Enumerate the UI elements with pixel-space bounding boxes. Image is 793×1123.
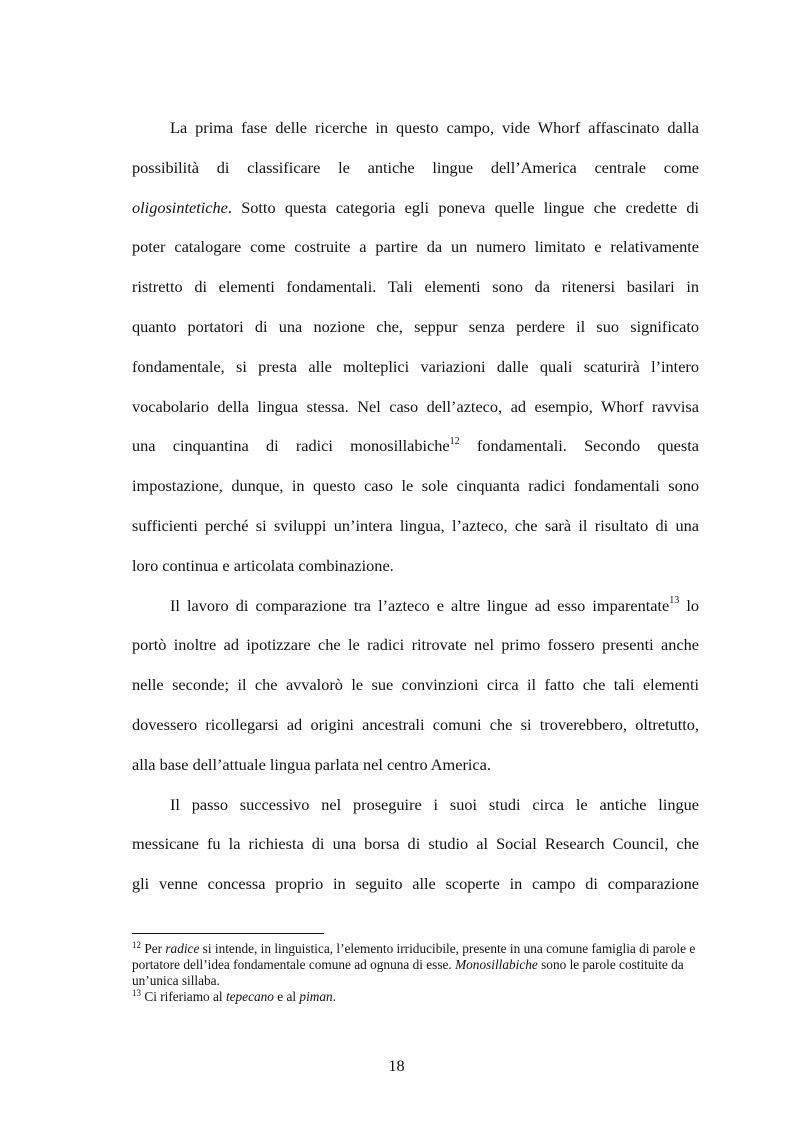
footnote-ref-13[interactable]: 13 <box>669 595 680 607</box>
text-line: alla base dell’attuale lingua parlata nel centro America. <box>132 754 491 774</box>
footnote-text: Ci riferiamo al <box>141 989 226 1004</box>
footnote-number: 13 <box>132 987 141 998</box>
footnote-13 <box>132 989 699 1005</box>
text-line: vocabolario della lingua stessa. Nel caso dell’azteco, ad esempio, Whorf ravvisa <box>132 396 699 416</box>
text-line: fondamentale, si presta alle molteplici variazioni dalle quali scaturirà l’intero <box>132 356 699 376</box>
footnote-12 <box>132 941 699 989</box>
text-line: La prima fase delle ricerche in questo campo, vide Whorf affascinato dalla <box>170 118 699 137</box>
footnote-separator <box>132 933 324 934</box>
paragraph-1 <box>132 108 699 586</box>
text-span: . Sotto questa categoria egli poneva quelle lingue che credette di <box>227 197 699 217</box>
footnote-text: sono le parole costituite da un’unica sillaba. <box>132 957 684 988</box>
text-line: gli venne concessa proprio in seguito alle scoperte in campo di comparazione <box>132 874 699 894</box>
text-line <box>132 586 699 626</box>
footnotes <box>132 941 699 1005</box>
text-line: Il passo successivo nel proseguire i suoi studi circa le antiche lingue <box>170 794 699 814</box>
text-line: loro continua e articolata combinazione. <box>132 555 394 575</box>
text-line: possibilità di classificare le antiche lingue dell’America centrale come <box>132 157 699 177</box>
page-number: 18 <box>388 1056 405 1075</box>
footnote-text: e al <box>273 989 300 1004</box>
text-line <box>132 426 699 466</box>
paragraph-2 <box>132 586 699 785</box>
paragraph-3 <box>132 785 699 904</box>
italic-term: oligosintetiche <box>132 197 228 217</box>
footnote-text: . <box>332 989 336 1004</box>
text-line: sufficienti perché si sviluppi un’intera lingua, l’azteco, che sarà il risultato di una <box>132 515 699 535</box>
footnote-ref-12[interactable]: 12 <box>449 435 460 447</box>
text-line: ristretto di elementi fondamentali. Tali elementi sono da ritenersi basilari in <box>132 277 699 297</box>
text-line: messicane fu la richiesta di una borsa di studio al Social Research Council, che <box>132 834 699 854</box>
text-line <box>132 188 699 228</box>
text-line: nelle seconde; il che avvalorò le sue convinzioni circa il fatto che tali elementi <box>132 675 699 695</box>
footnote-italic: Monosillabiche <box>455 957 538 972</box>
text-span: fondamentali. Secondo questa <box>459 436 699 456</box>
text-span: Il lavoro di comparazione tra l’azteco e altre lingue ad esso imparentate <box>170 595 670 615</box>
text-line: poter catalogare come costruite a partire da un numero limitato e relativamente <box>132 237 699 257</box>
text-line: portò inoltre ad ipotizzare che le radici ritrovate nel primo fossero presenti anche <box>132 635 699 655</box>
text-span: lo <box>679 595 699 615</box>
footnote-italic: tepecano <box>225 989 274 1004</box>
text-span: una cinquantina di radici monosillabiche <box>132 436 450 456</box>
footnote-text: Per <box>141 941 166 956</box>
body-text <box>132 108 699 904</box>
footnote-number: 12 <box>132 939 141 950</box>
footnote-italic: piman <box>299 989 333 1004</box>
footnote-italic: radice <box>165 941 200 956</box>
text-line: impostazione, dunque, in questo caso le sole cinquanta radici fondamentali sono <box>132 476 699 496</box>
text-line: quanto portatori di una nozione che, seppur senza perdere il suo significato <box>132 316 699 336</box>
text-line: dovessero ricollegarsi ad origini ancestrali comuni che si troverebbero, oltretutto, <box>132 714 699 734</box>
footnote-text: si intende, in linguistica, l’elemento irriducibile, presente in una comune famiglia di parole e portatore dell’idea fondamentale comune ad ognuna di esse. <box>132 941 696 972</box>
